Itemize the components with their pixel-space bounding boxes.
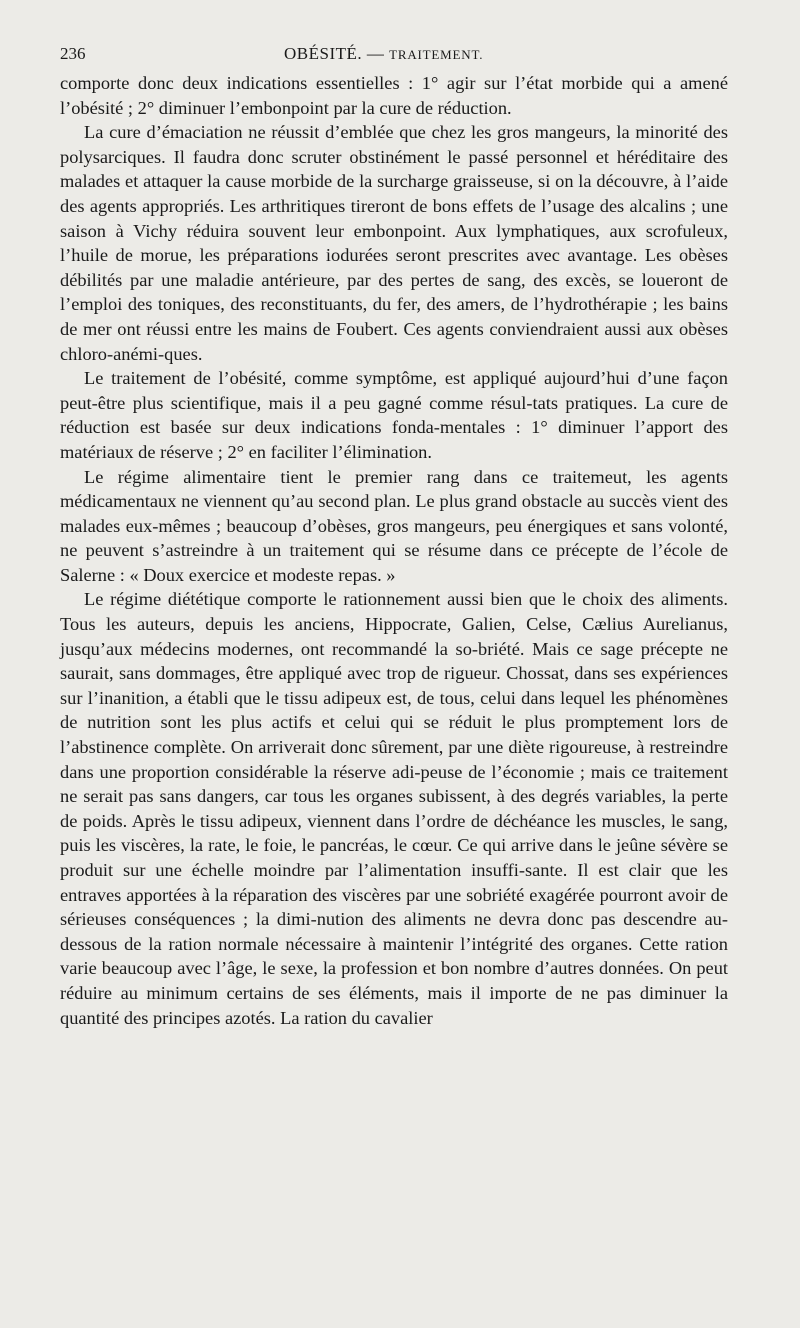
running-head-section: TRAITEMENT. (389, 47, 484, 62)
paragraph-5: Le régime diététique comporte le rationnement aussi bien que le choix des aliments. Tous les auteurs, depuis les anciens, Hippocrate, Galien, Celse, Cælius Aurelianus, jusqu’aux médecins modernes, ont recommandé la so-briété. Mais ce sage précepte ne saurait, sans dommages, être appliqué avec trop de rigueur. Chossat, dans ses expériences sur l’inanition, a établi que le tissu adipeux est, de tous, celui dans lequel les phénomènes de nutrition sont les plus actifs et celui qui se réduit le plus promptement lors de l’abstinence complète. On arriverait donc sûrement, par une diète rigoureuse, à restreindre dans une proportion considérable la réserve adi-peuse de l’économie ; mais ce traitement ne serait pas sans dangers, car tous les organes subissent, à des degrés variables, la perte de poids. Après le tissu adipeux, viennent dans l’ordre de déchéance les muscles, le sang, puis les viscères, la rate, le foie, le pancréas, le cœur. Ce qui arrive dans le jeûne sévère se produit sur une échelle moindre par l’alimentation insuffi-sante. Il est clair que les entraves apportées à la réparation des viscères par une sobriété exagérée pourront avoir de sérieuses conséquences ; la dimi-nution des aliments ne devra donc pas descendre au-dessous de la ration normale nécessaire à maintenir l’intégrité des organes. Cette ration varie beaucoup avec l’âge, le sexe, la profession et bon nombre d’autres données. On peut réduire au minimum certains de ses éléments, mais il importe de ne pas diminuer la quantité des principes azotés. La ration du cavalier (60, 589, 728, 1028)
body-text (60, 71, 728, 1030)
running-head-separator: — (366, 44, 385, 63)
running-head-title: OBÉSITÉ. (284, 44, 363, 63)
paragraph-3: Le traitement de l’obésité, comme symptôme, est appliqué aujourd’hui d’une façon peut-être plus scientifique, mais il a peu gagné comme résul-tats pratiques. La cure de réduction est basée sur deux indications fonda-mentales : 1° diminuer l’apport des matériaux de réserve ; 2° en faciliter l’élimination. (60, 368, 728, 462)
paragraph-1: comporte donc deux indications essentielles : 1° agir sur l’état morbide qui a amené l’obésité ; 2° diminuer l’embonpoint par la cure de réduction. (60, 73, 728, 118)
page-header (60, 44, 728, 68)
paragraph-2: La cure d’émaciation ne réussit d’emblée que chez les gros mangeurs, la minorité des polysarciques. Il faudra donc scruter obstinément le passé personnel et héréditaire des malades et attaquer la cause morbide de la surcharge graisseuse, si on la découvre, à l’aide des agents appropriés. Les arthritiques tireront de bons effets de l’usage des alcalins ; une saison à Vichy réduira souvent leur embonpoint. Aux lymphatiques, aux scrofuleux, l’huile de morue, les préparations iodurées seront prescrites avec avantage. Les obèses débilités par une maladie antérieure, par des pertes de sang, des excès, se loueront de l’emploi des toniques, des reconstituants, du fer, des amers, de l’hydrothérapie ; les bains de mer ont réussi entre les mains de Foubert. Ces agents conviendraient aussi aux obèses chloro-anémi-ques. (60, 122, 728, 364)
page-number: 236 (60, 44, 86, 63)
running-head (284, 44, 483, 64)
paragraph-4: Le régime alimentaire tient le premier rang dans ce traitemeut, les agents médicamentaux ne viennent qu’au second plan. Le plus grand obstacle au succès vient des malades eux-mêmes ; beaucoup d’obèses, gros mangeurs, peu énergiques et sans volonté, ne peuvent s’astreindre à un traitement qui se résume dans ce précepte de l’école de Salerne : « Doux exercice et modeste repas. » (60, 466, 728, 585)
